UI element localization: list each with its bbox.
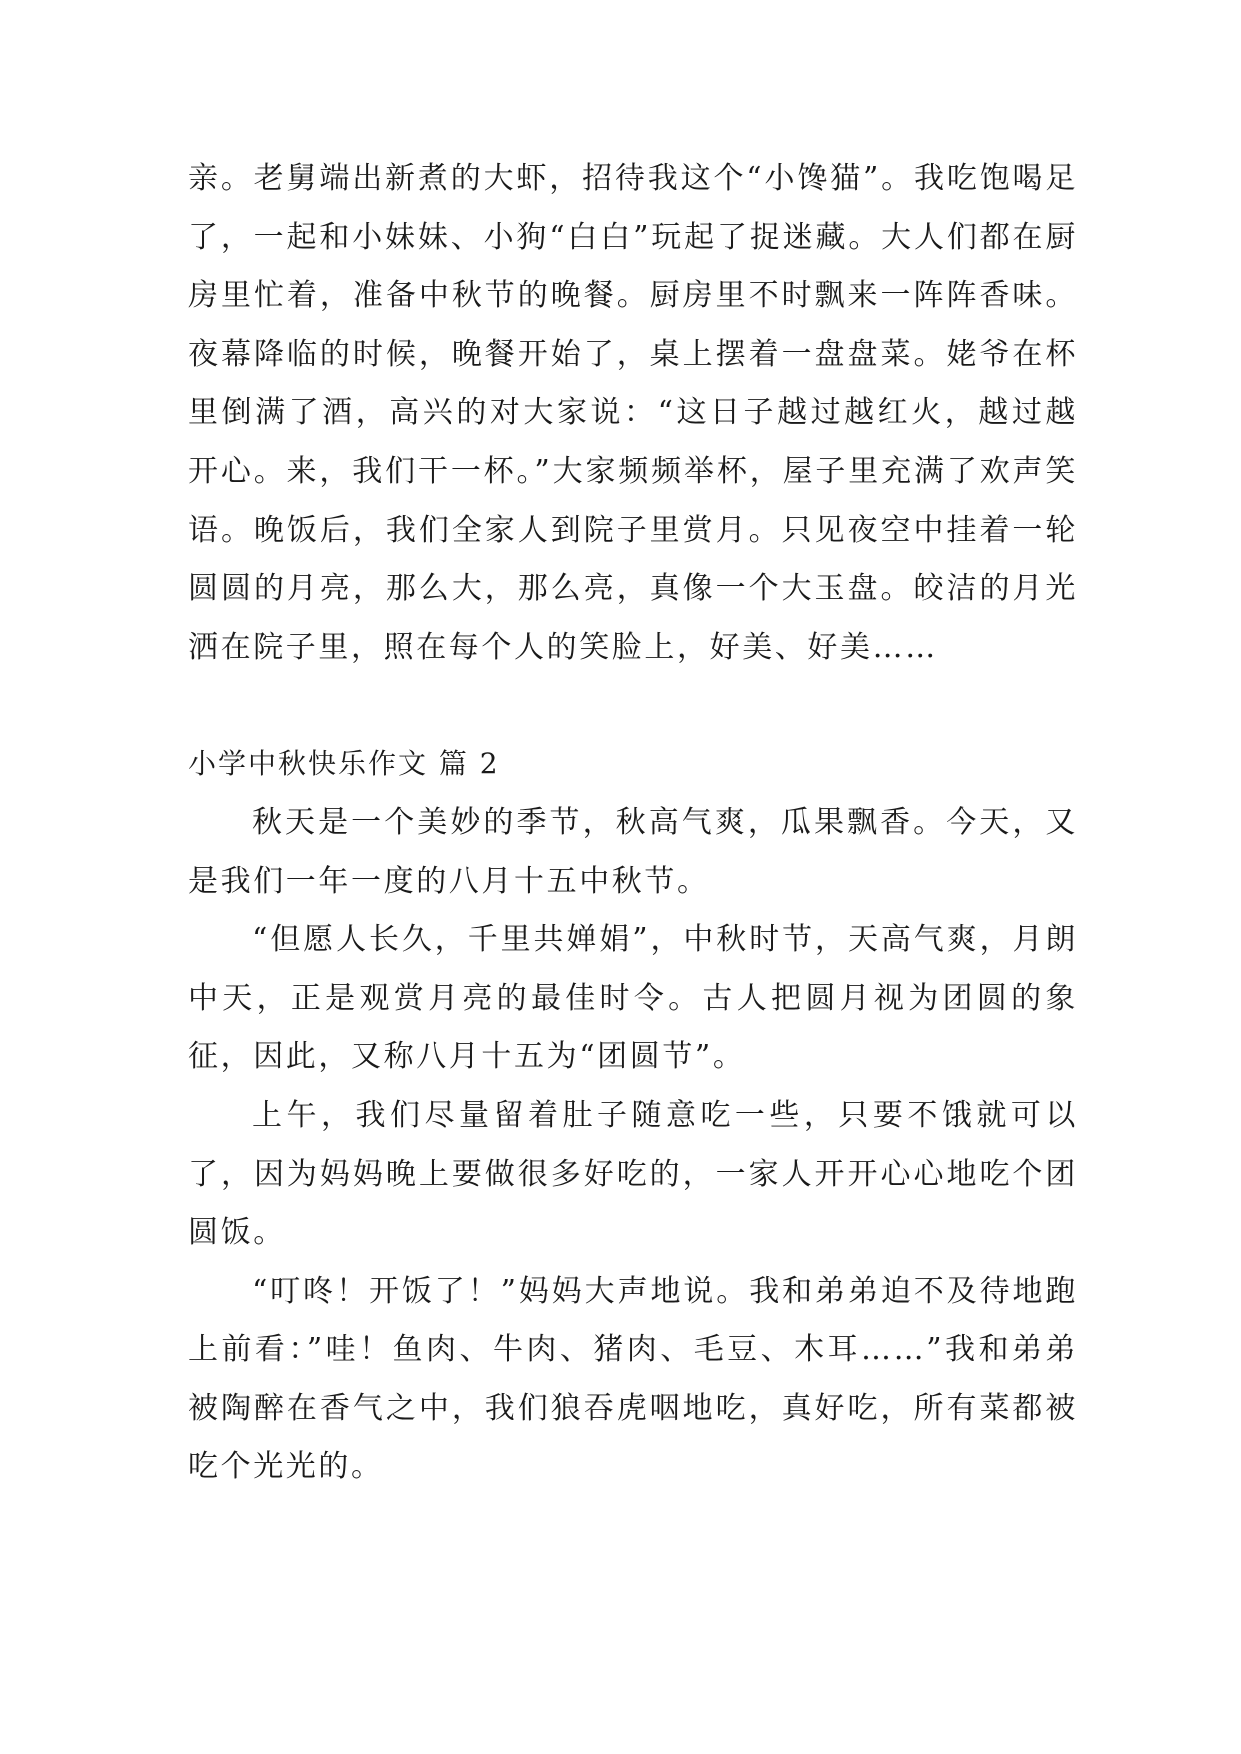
section-title: 小学中秋快乐作文 篇 2 [188,747,500,781]
body-paragraph-3: 上午，我们尽量留着肚子随意吃一些，只要不饿就可以了，因为妈妈晚上要做很多好吃的，一家人开开心心地吃个团圆饭。 [188,1097,1078,1251]
body-paragraph-2: “但愿人长久，千里共婵娟”，中秋时节，天高气爽，月朗中天，正是观赏月亮的最佳时令。古人把圆月视为团圆的象征，因此，又称八月十五为“团圆节”。 [188,922,1078,1075]
body-paragraph-1: 秋天是一个美妙的季节，秋高气爽，瓜果飘香。今天，又是我们一年一度的八月十五中秋节。 [188,804,1078,899]
body-paragraph-4: “叮咚！开饭了！”妈妈大声地说。我和弟弟迫不及待地跑上前看：”哇！鱼肉、牛肉、猪肉、毛豆、木耳……”我和弟弟被陶醉在香气之中，我们狼吞虎咽地吃，真好吃，所有菜都被吃个光光的。 [188,1273,1078,1485]
document-page [188,150,1078,1497]
continuation-paragraph: 亲。老舅端出新煮的大虾，招待我这个“小馋猫”。我吃饱喝足了，一起和小妹妹、小狗“白白”玩起了捉迷藏。大人们都在厨房里忙着，准备中秋节的晚餐。厨房里不时飘来一阵阵香味。夜幕降临的时候，晚餐开始了，桌上摆着一盘盘菜。姥爷在杯里倒满了酒，高兴的对大家说：“这日子越过越红火，越过越开心。来，我们干一杯。”大家频频举杯，屋子里充满了欢声笑语。晚饭后，我们全家人到院子里赏月。只见夜空中挂着一轮圆圆的月亮，那么大，那么亮，真像一个大玉盘。皎洁的月光洒在院子里，照在每个人的笑脸上，好美、好美…… [188,161,1078,665]
